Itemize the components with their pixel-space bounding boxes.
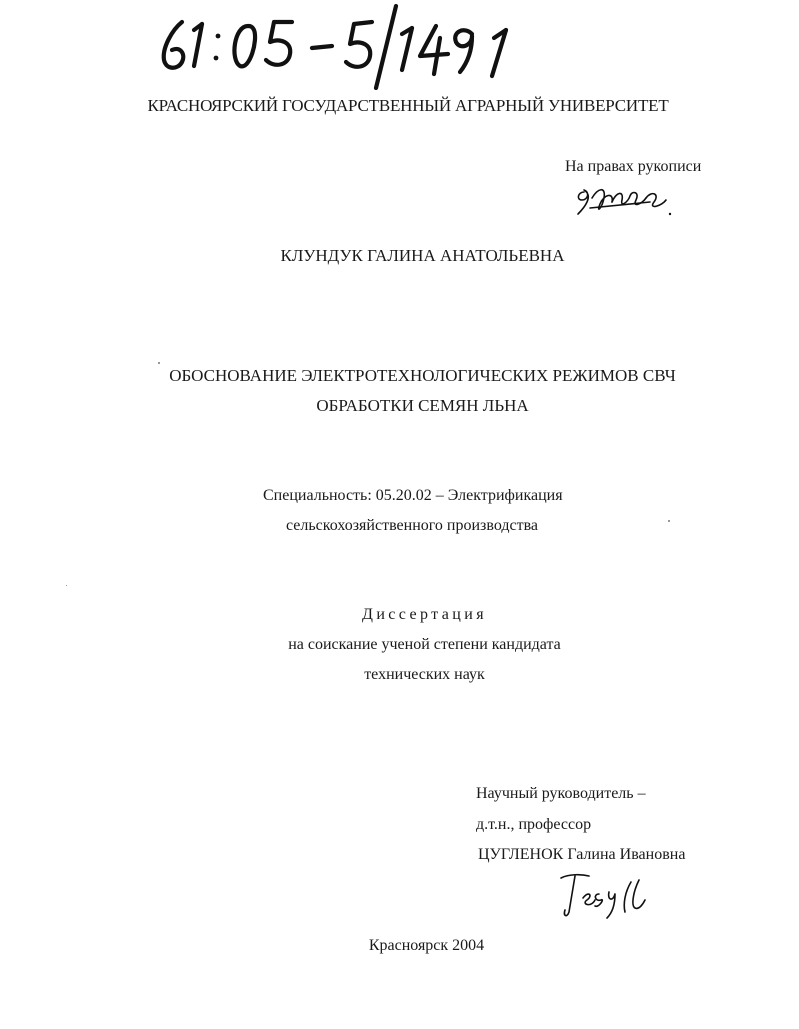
scan-speck xyxy=(66,585,67,586)
handwritten-archive-code xyxy=(150,0,530,90)
scan-speck xyxy=(158,362,160,364)
city-and-year: Красноярск 2004 xyxy=(368,937,485,954)
university-name: КРАСНОЯРСКИЙ ГОСУДАРСТВЕННЫЙ АГРАРНЫЙ УНИВЕРСИТЕТ xyxy=(147,96,669,115)
supervisor-role: Научный руководитель – xyxy=(476,785,646,802)
specialty-line-1: Специальность: 05.20.02 – Электрификация xyxy=(263,487,563,504)
author-signature xyxy=(570,178,680,222)
author-name: КЛУНДУК ГАЛИНА АНАТОЛЬЕВНА xyxy=(280,246,565,265)
specialty-line-2: сельскохозяйственного производства xyxy=(286,517,539,534)
supervisor-signature xyxy=(555,868,655,922)
supervisor-name: ЦУГЛЕНОК Галина Ивановна xyxy=(478,846,686,863)
degree-line-1: на соискание ученой степени кандидата xyxy=(288,636,561,653)
title-line-2: ОБРАБОТКИ СЕМЯН ЛЬНА xyxy=(316,396,529,415)
scan-speck xyxy=(668,520,670,522)
degree-line-2: технических наук xyxy=(364,666,485,683)
rights-note: На правах рукописи xyxy=(565,158,702,175)
title-line-1: ОБОСНОВАНИЕ ЭЛЕКТРОТЕХНОЛОГИЧЕСКИХ РЕЖИМОВ СВЧ xyxy=(169,366,676,385)
supervisor-degree: д.т.н., профессор xyxy=(476,816,592,833)
work-type-label: Диссертация xyxy=(362,606,487,623)
